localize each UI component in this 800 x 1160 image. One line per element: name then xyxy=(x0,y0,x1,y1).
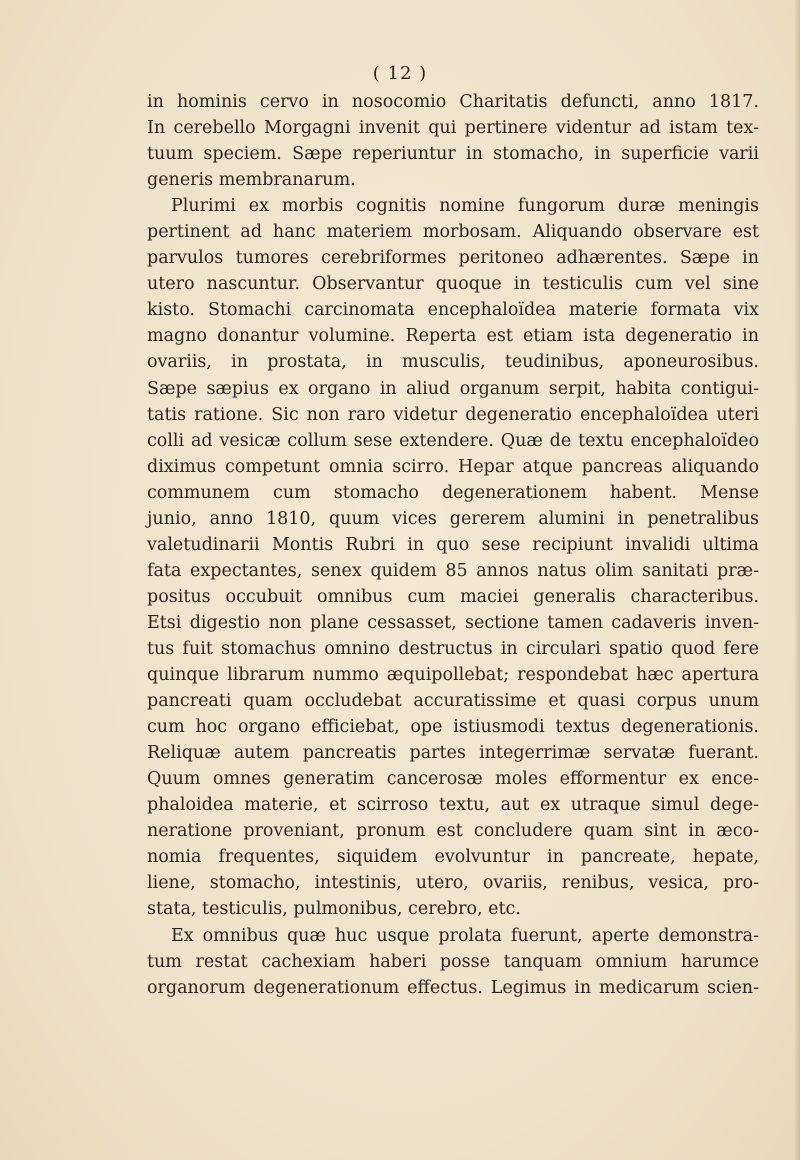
text-line: Etsi digestio non plane cessasset, sectione tamen cadaveris inven- xyxy=(147,612,759,633)
page-edge-shadow xyxy=(794,0,800,1160)
text-line: tuum speciem. Sæpe reperiuntur in stomacho, in superficie varii xyxy=(147,144,759,165)
text-line: kisto. Stomachi carcinomata encephaloïdea materie formata vix xyxy=(147,300,759,321)
text-line: parvulos tumores cerebriformes peritoneo adhærentes. Sæpe in xyxy=(147,248,759,269)
text-line: valetudinarii Montis Rubri in quo sese recipiunt invalidi ultima xyxy=(147,534,759,555)
text-line: tum restat cachexiam haberi posse tanquam omnium harumce xyxy=(147,951,759,972)
page-number: ( 12 ) xyxy=(372,63,428,84)
text-line: Reliquæ autem pancreatis partes integerrimæ servatæ fuerant. xyxy=(147,743,759,764)
text-line: Ex omnibus quæ huc usque prolata fuerunt, aperte demonstra- xyxy=(171,925,759,946)
text-line: stata, testiculis, pulmonibus, cerebro, etc. xyxy=(147,899,521,920)
text-line: fata expectantes, senex quidem 85 annos natus olim sanitati præ- xyxy=(147,560,759,581)
text-line: diximus competunt omnia scirro. Hepar atque pancreas aliquando xyxy=(147,456,759,477)
text-line: utero nascuntur. Observantur quoque in testiculis cum vel sine xyxy=(147,274,759,295)
text-line: phaloidea materie, et scirroso textu, aut ex utraque simul dege- xyxy=(147,795,759,816)
text-line: tatis ratione. Sic non raro videtur degeneratio encephaloïdea uteri xyxy=(147,404,759,425)
text-line: cum hoc organo efficiebat, ope istiusmodi textus degenerationis. xyxy=(147,717,759,738)
text-line: colli ad vesicæ collum sese extendere. Quæ de textu encephaloïdeo xyxy=(147,430,759,451)
text-line: positus occubuit omnibus cum maciei generalis characteribus. xyxy=(147,586,759,607)
text-line: ovariis, in prostata, in musculis, teudinibus, aponeurosibus. xyxy=(147,352,759,373)
text-line: Plurimi ex morbis cognitis nomine fungorum duræ meningis xyxy=(171,196,759,217)
text-line: In cerebello Morgagni invenit qui pertinere videntur ad istam tex- xyxy=(147,118,759,139)
text-line: communem cum stomacho degenerationem habent. Mense xyxy=(147,482,759,503)
text-line: pancreati quam occludebat accuratissime et quasi corpus unum xyxy=(147,691,759,712)
text-line: Sæpe sæpius ex organo in aliud organum serpit, habita contigui- xyxy=(147,378,759,399)
text-line: neratione proveniant, pronum est concludere quam sint in æco- xyxy=(147,821,759,842)
text-line: pertinent ad hanc materiem morbosam. Aliquando observare est xyxy=(147,222,759,243)
text-line: quinque librarum nummo æquipollebat; respondebat hæc apertura xyxy=(147,665,759,686)
text-line: liene, stomacho, intestinis, utero, ovariis, renibus, vesica, pro- xyxy=(147,873,759,894)
text-line: nomia frequentes, siquidem evolvuntur in pancreate, hepate, xyxy=(147,847,759,868)
text-line: tus fuit stomachus omnino destructus in circulari spatio quod fere xyxy=(147,638,759,659)
body-text xyxy=(147,89,759,1001)
text-line: organorum degenerationum effectus. Legimus in medicarum scien- xyxy=(147,977,759,998)
text-line: generis membranarum. xyxy=(147,170,356,191)
text-line: Quum omnes generatim cancerosæ moles efformentur ex ence- xyxy=(147,769,759,790)
text-line: in hominis cervo in nosocomio Charitatis defuncti, anno 1817. xyxy=(147,92,759,112)
text-line: junio, anno 1810, quum vices gererem alumini in penetralibus xyxy=(147,508,759,529)
text-line: magno donantur volumine. Reperta est etiam ista degeneratio in xyxy=(147,326,759,347)
